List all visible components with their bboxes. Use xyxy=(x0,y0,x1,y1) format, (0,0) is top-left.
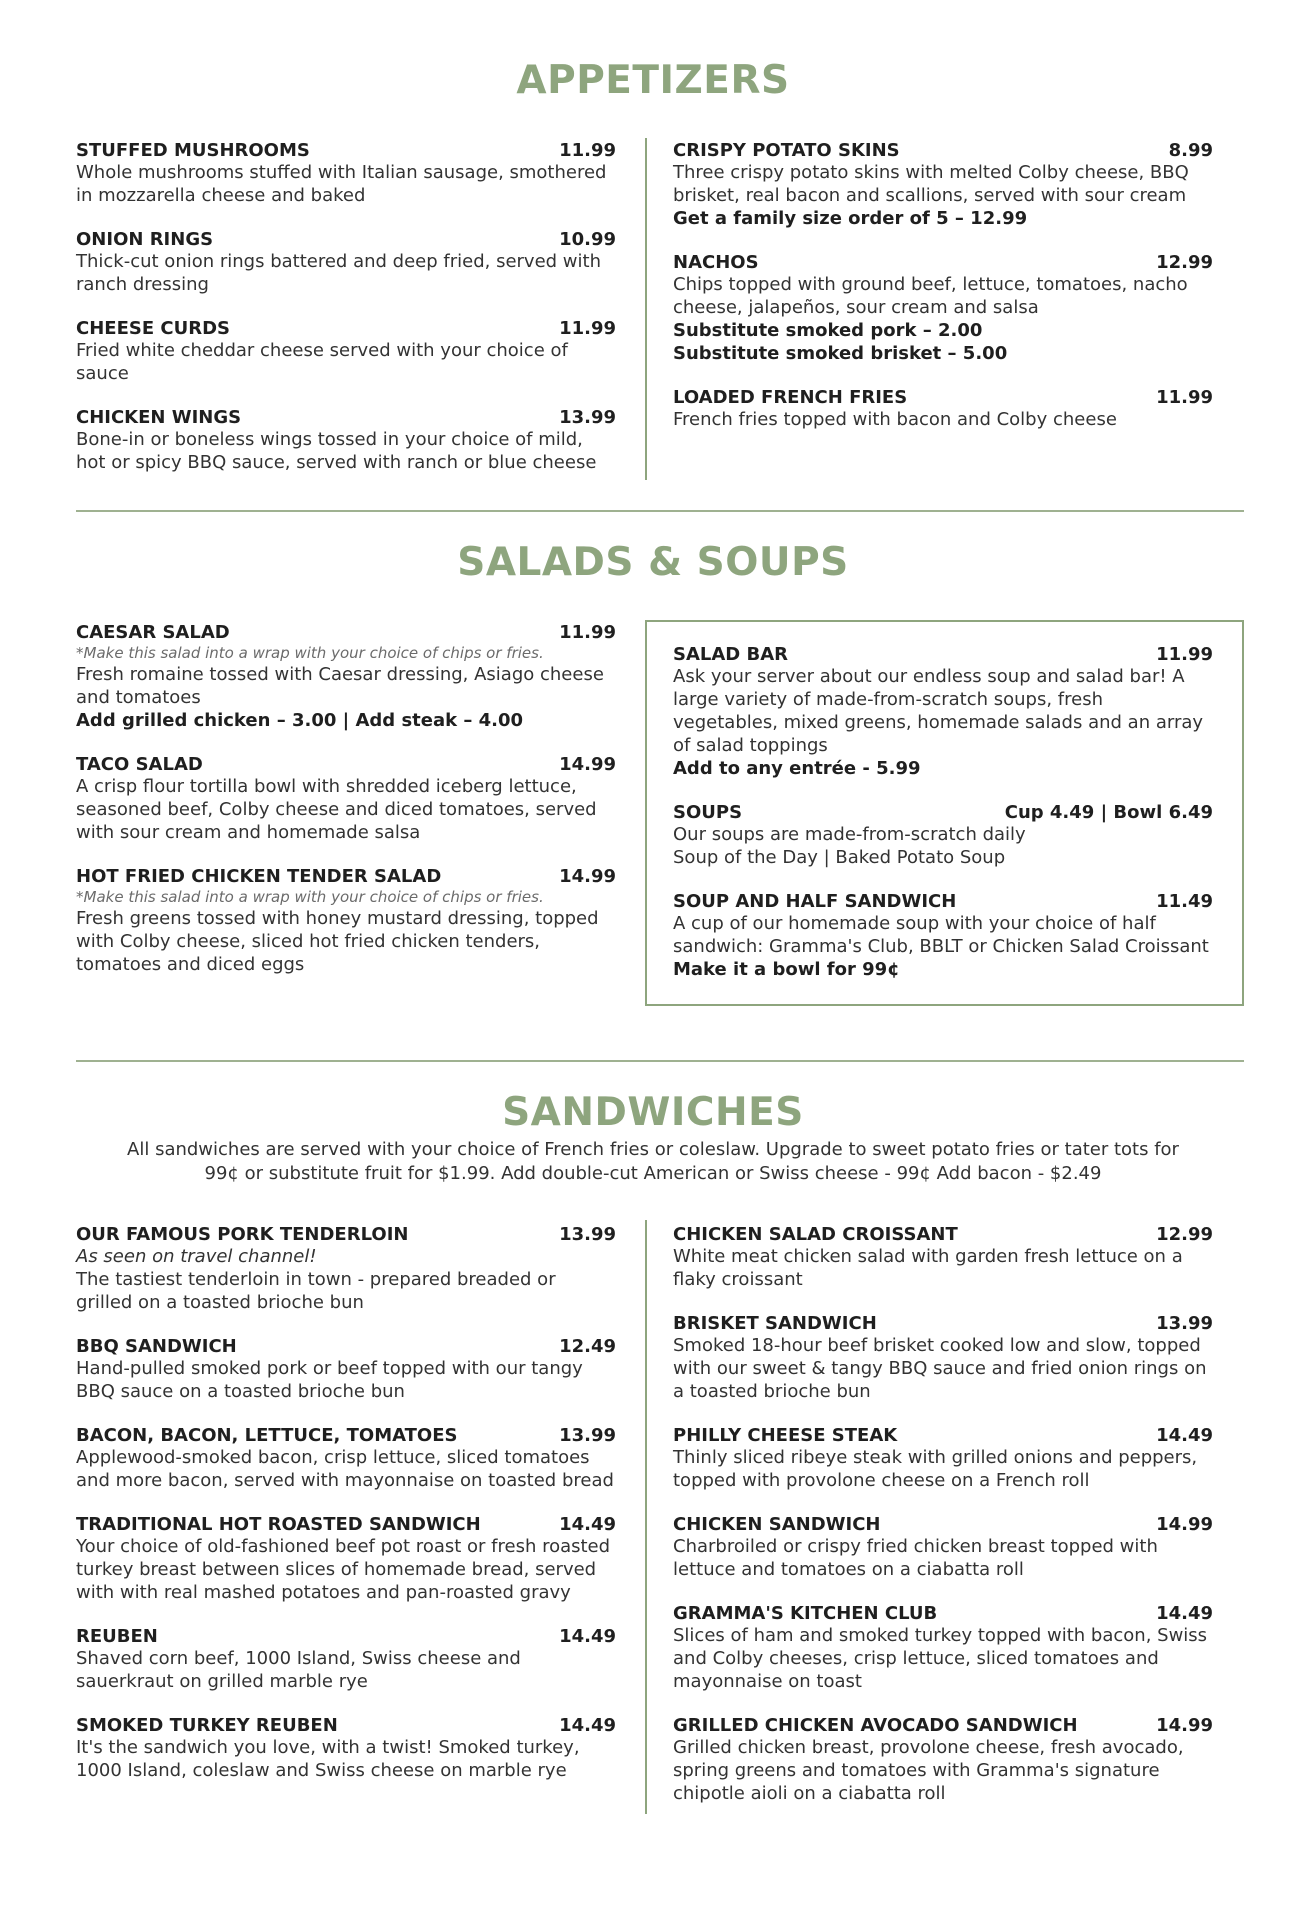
menu-item xyxy=(673,1224,1213,1291)
salads-right-column xyxy=(673,644,1213,1003)
menu-item-description: A cup of our homemade soup with your choice of half sandwich: Gramma's Club, BBLT or Chicken Salad Croissant xyxy=(673,913,1209,957)
menu-item xyxy=(673,252,1213,365)
menu-item-header xyxy=(673,1224,1213,1245)
menu-item-price: 11.99 xyxy=(559,140,616,161)
menu-item-price: 14.99 xyxy=(1156,1514,1213,1535)
menu-item-description: Applewood-smoked bacon, crisp lettuce, sliced tomatoes and more bacon, served with mayonnaise on toasted bread xyxy=(76,1447,614,1491)
menu-item-price: 13.99 xyxy=(559,1425,616,1446)
menu-item-name: SOUP AND HALF SANDWICH xyxy=(673,891,957,912)
sandwiches-intro: All sandwiches are served with your choice of French fries or coleslaw. Upgrade to sweet potato fries or tater tots for 99¢ or substitute fruit for $1.99. Add double-cut American or Swiss cheese - 99¢ Add bacon - $2.49 xyxy=(127,1139,1179,1184)
menu-item-name: HOT FRIED CHICKEN TENDER SALAD xyxy=(76,866,442,887)
menu-item xyxy=(76,866,616,976)
menu-item-header xyxy=(673,891,1213,912)
menu-item-price: 12.49 xyxy=(559,1336,616,1357)
section-divider-2 xyxy=(76,1060,1244,1062)
menu-item xyxy=(76,1425,616,1492)
sandwiches-divider xyxy=(645,1220,647,1814)
menu-item xyxy=(76,754,616,844)
menu-item-price: 12.99 xyxy=(1156,1224,1213,1245)
menu-item-description: Your choice of old-fashioned beef pot roast or fresh roasted turkey breast between slices of homemade bread, served with with real mashed potatoes and pan-roasted gravy xyxy=(76,1536,611,1603)
menu-item xyxy=(76,622,616,732)
menu-item-name: TACO SALAD xyxy=(76,754,203,775)
menu-item-description: Chips topped with ground beef, lettuce, tomatoes, nacho cheese, jalapeños, sour cream and salsa xyxy=(673,274,1188,318)
menu-item-price: Cup 4.49 | Bowl 6.49 xyxy=(1004,802,1213,823)
menu-item-header xyxy=(76,1715,616,1736)
salads-left-column xyxy=(76,622,616,998)
menu-item-header xyxy=(76,229,616,250)
menu-item-name: BRISKET SANDWICH xyxy=(673,1313,877,1334)
menu-item-description: Charbroiled or crispy fried chicken breast topped with lettuce and tomatoes on a ciabatta roll xyxy=(673,1536,1158,1580)
appetizers-title: APPETIZERS xyxy=(516,58,790,103)
menu-item-price: 11.49 xyxy=(1156,891,1213,912)
menu-item xyxy=(673,1715,1213,1805)
menu-item-name: BACON, BACON, LETTUCE, TOMATOES xyxy=(76,1425,458,1446)
menu-item-header xyxy=(673,1425,1213,1446)
menu-item-name: ONION RINGS xyxy=(76,229,214,250)
menu-item-header xyxy=(673,1603,1213,1624)
menu-item-description: Smoked 18-hour beef brisket cooked low and slow, topped with our sweet & tangy BBQ sauce and fried onion rings on a toasted brioche bun xyxy=(673,1335,1207,1402)
menu-item-header xyxy=(76,140,616,161)
appetizers-right-column xyxy=(673,140,1213,453)
menu-item-tagline: As seen on travel channel! xyxy=(76,1246,317,1267)
menu-item-header xyxy=(673,1313,1213,1334)
menu-item-price: 14.49 xyxy=(1156,1603,1213,1624)
menu-item-description-extra: Soup of the Day | Baked Potato Soup xyxy=(673,847,1006,868)
menu-item xyxy=(673,1514,1213,1581)
menu-item-name: OUR FAMOUS PORK TENDERLOIN xyxy=(76,1224,409,1245)
menu-item xyxy=(76,318,616,385)
menu-item-price: 11.99 xyxy=(1156,644,1213,665)
menu-item-description: The tastiest tenderloin in town - prepared breaded or grilled on a toasted brioche bun xyxy=(76,1269,556,1313)
menu-item-description: French fries topped with bacon and Colby cheese xyxy=(673,409,1117,430)
menu-item-addon: Get a family size order of 5 – 12.99 xyxy=(673,208,1028,229)
menu-item-description: It's the sandwich you love, with a twist! Smoked turkey, 1000 Island, coleslaw and Swiss cheese on marble rye xyxy=(76,1737,580,1781)
menu-item-description: Whole mushrooms stuffed with Italian sausage, smothered in mozzarella cheese and baked xyxy=(76,162,607,206)
menu-item-name: SALAD BAR xyxy=(673,644,789,665)
menu-item xyxy=(673,1603,1213,1693)
menu-item-price: 14.99 xyxy=(559,866,616,887)
menu-item-name: TRADITIONAL HOT ROASTED SANDWICH xyxy=(76,1514,481,1535)
menu-item-description: Fresh greens tossed with honey mustard dressing, topped with Colby cheese, sliced hot fried chicken tenders, tomatoes and diced eggs xyxy=(76,908,599,975)
menu-item-addon: Substitute smoked brisket – 5.00 xyxy=(673,343,1008,364)
menu-item xyxy=(76,1336,616,1403)
menu-item xyxy=(76,1224,616,1314)
menu-item-description: A crisp flour tortilla bowl with shredded iceberg lettuce, seasoned beef, Colby cheese and diced tomatoes, served with sour cream and homemade salsa xyxy=(76,776,597,843)
menu-item-addon: Substitute smoked pork – 2.00 xyxy=(673,320,983,341)
menu-item-note: *Make this salad into a wrap with your choice of chips or fries. xyxy=(76,644,544,662)
menu-item-header xyxy=(673,802,1213,823)
menu-item-header xyxy=(673,252,1213,273)
menu-item xyxy=(76,140,616,207)
menu-item-name: SOUPS xyxy=(673,802,743,823)
menu-item-price: 14.49 xyxy=(559,1626,616,1647)
menu-item-name: CAESAR SALAD xyxy=(76,622,230,643)
menu-item-price: 13.99 xyxy=(1156,1313,1213,1334)
menu-item-header xyxy=(76,1425,616,1446)
menu-item-description: White meat chicken salad with garden fresh lettuce on a flaky croissant xyxy=(673,1246,1183,1290)
menu-item-price: 10.99 xyxy=(559,229,616,250)
menu-item-description: Three crispy potato skins with melted Colby cheese, BBQ brisket, real bacon and scallions, served with sour cream xyxy=(673,162,1189,206)
menu-item-description: Fresh romaine tossed with Caesar dressing, Asiago cheese and tomatoes xyxy=(76,664,604,708)
menu-item-description: Hand-pulled smoked pork or beef topped with our tangy BBQ sauce on a toasted brioche bun xyxy=(76,1358,583,1402)
menu-item-description: Bone-in or boneless wings tossed in your choice of mild, hot or spicy BBQ sauce, served with ranch or blue cheese xyxy=(76,429,597,473)
sandwiches-right-column xyxy=(673,1224,1213,1827)
menu-item-name: CHICKEN SALAD CROISSANT xyxy=(673,1224,958,1245)
menu-item xyxy=(76,1626,616,1693)
menu-item-name: BBQ SANDWICH xyxy=(76,1336,237,1357)
menu-item xyxy=(673,644,1213,780)
menu-item-price: 11.99 xyxy=(1156,387,1213,408)
menu-item xyxy=(673,1313,1213,1403)
menu-item-description: Grilled chicken breast, provolone cheese, fresh avocado, spring greens and tomatoes with Gramma's signature chipotle aioli on a ciabatta roll xyxy=(673,1737,1184,1804)
menu-item-note: *Make this salad into a wrap with your choice of chips or fries. xyxy=(76,888,544,906)
menu-item-header xyxy=(76,1336,616,1357)
menu-item-name: CHEESE CURDS xyxy=(76,318,230,339)
menu-item-header xyxy=(76,622,616,643)
sandwiches-left-column xyxy=(76,1224,616,1804)
appetizers-divider xyxy=(645,138,647,480)
menu-item-price: 11.99 xyxy=(559,622,616,643)
menu-item-header xyxy=(76,866,616,887)
menu-item-price: 14.99 xyxy=(1156,1715,1213,1736)
menu-item-header xyxy=(673,387,1213,408)
menu-item xyxy=(76,1715,616,1782)
menu-item-price: 12.99 xyxy=(1156,252,1213,273)
menu-item-price: 14.49 xyxy=(559,1715,616,1736)
menu-item-description: Fried white cheddar cheese served with your choice of sauce xyxy=(76,340,568,384)
menu-item-header xyxy=(76,318,616,339)
menu-item-addon: Make it a bowl for 99¢ xyxy=(673,959,900,980)
menu-item-header xyxy=(673,1715,1213,1736)
menu-item-description: Shaved corn beef, 1000 Island, Swiss cheese and sauerkraut on grilled marble rye xyxy=(76,1648,521,1692)
menu-item-addon: Add to any entrée - 5.99 xyxy=(673,758,921,779)
menu-item-header xyxy=(76,407,616,428)
menu-item-header xyxy=(673,644,1213,665)
menu-item-price: 14.99 xyxy=(559,754,616,775)
menu-item-header xyxy=(673,1514,1213,1535)
menu-item xyxy=(673,140,1213,230)
menu-item xyxy=(76,407,616,474)
menu-item-name: PHILLY CHEESE STEAK xyxy=(673,1425,898,1446)
menu-item-price: 14.49 xyxy=(559,1514,616,1535)
appetizers-left-column xyxy=(76,140,616,496)
menu-item-name: GRAMMA'S KITCHEN CLUB xyxy=(673,1603,938,1624)
menu-item-header xyxy=(76,1224,616,1245)
menu-item-description: Thick-cut onion rings battered and deep fried, served with ranch dressing xyxy=(76,251,601,295)
menu-item-description: Ask your server about our endless soup and salad bar! A large variety of made-from-scratch soups, fresh vegetables, mixed greens, homemade salads and an array of salad toppings xyxy=(673,666,1204,756)
menu-item xyxy=(673,891,1213,981)
menu-item-name: LOADED FRENCH FRIES xyxy=(673,387,908,408)
section-divider-1 xyxy=(76,510,1244,512)
menu-item xyxy=(673,387,1213,431)
menu-item-header xyxy=(76,1626,616,1647)
menu-item-name: CRISPY POTATO SKINS xyxy=(673,140,900,161)
menu-item-name: STUFFED MUSHROOMS xyxy=(76,140,310,161)
menu-item-price: 13.99 xyxy=(559,1224,616,1245)
menu-item-price: 8.99 xyxy=(1168,140,1213,161)
menu-item-description: Our soups are made-from-scratch daily xyxy=(673,824,1026,845)
menu-item xyxy=(76,1514,616,1604)
menu-item-price: 11.99 xyxy=(559,318,616,339)
salads-title: SALADS & SOUPS xyxy=(457,540,849,585)
menu-item xyxy=(76,229,616,296)
menu-item-price: 14.49 xyxy=(1156,1425,1213,1446)
menu-item-header xyxy=(76,754,616,775)
menu-item xyxy=(673,1425,1213,1492)
menu-item-header xyxy=(673,140,1213,161)
menu-item-description: Slices of ham and smoked turkey topped with bacon, Swiss and Colby cheeses, crisp lettuce, sliced tomatoes and mayonnaise on toast xyxy=(673,1625,1208,1692)
menu-item-name: SMOKED TURKEY REUBEN xyxy=(76,1715,338,1736)
menu-item-name: NACHOS xyxy=(673,252,759,273)
menu-item-name: CHICKEN SANDWICH xyxy=(673,1514,881,1535)
menu-item-name: GRILLED CHICKEN AVOCADO SANDWICH xyxy=(673,1715,1078,1736)
menu-item-name: CHICKEN WINGS xyxy=(76,407,242,428)
menu-item-addon: Add grilled chicken – 3.00 | Add steak – 4.00 xyxy=(76,710,524,731)
menu-item-header xyxy=(76,1514,616,1535)
menu-item-price: 13.99 xyxy=(559,407,616,428)
menu-item xyxy=(673,802,1213,869)
sandwiches-title: SANDWICHES xyxy=(502,1090,804,1135)
menu-item-name: REUBEN xyxy=(76,1626,158,1647)
menu-item-description: Thinly sliced ribeye steak with grilled onions and peppers, topped with provolone cheese on a French roll xyxy=(673,1447,1198,1491)
